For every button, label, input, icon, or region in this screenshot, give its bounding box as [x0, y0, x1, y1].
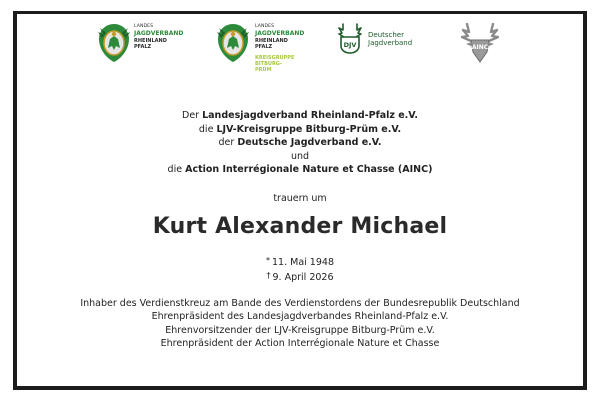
ljv-kreis-line1: LANDES: [255, 24, 275, 29]
organization-line-1: Der Landesjagdverband Rheinland-Pfalz e.V.: [182, 110, 418, 121]
ljv-kreis-group-line2: BITBURG-: [255, 61, 282, 67]
ljv-kreis-group-line1: KREISGRUPPE: [255, 55, 295, 61]
death-date: † 9. April 2026: [266, 271, 334, 283]
honor-line: Inhaber des Verdienstkreuz am Bande des Verdienstordens der Bundesrepublik Deutschland: [80, 298, 520, 309]
organization-djv: Deutsche Jagdverband e.V.: [237, 137, 382, 148]
ljv-kreis-group-line3: PRÜM: [255, 67, 272, 73]
ljv-emblem-icon: [96, 22, 132, 64]
deceased-name: Kurt Alexander Michael: [152, 214, 448, 239]
ainc-stag-icon: [457, 20, 503, 64]
ljv-kreis-line4: PFALZ: [255, 44, 273, 50]
cross-symbol: †: [266, 271, 271, 280]
mourning-text: trauern um: [273, 193, 327, 204]
ljv-logo-line1: LANDES: [134, 24, 154, 29]
ljv-kreis-line2: JAGDVERBAND: [255, 30, 305, 37]
ljv-kreisgruppe-logo: [215, 22, 305, 92]
honors-block: [0, 297, 600, 350]
life-dates: [0, 254, 600, 284]
organization-ainc: Action Interrégionale Nature et Chasse (AINC): [185, 164, 433, 175]
ljv-kreisgruppe-emblem-icon: [215, 22, 251, 64]
ljv-logo-line4: PFALZ: [134, 44, 152, 50]
ljv-kreis-line3: RHEINLAND: [255, 38, 288, 44]
djv-logo-line2: Jagdverband: [368, 39, 413, 47]
organization-line-2: die LJV-Kreisgruppe Bitburg-Prüm e.V.: [198, 123, 402, 135]
djv-badge-text: DJV: [343, 41, 357, 49]
ljv-logo-line2: JAGDVERBAND: [134, 30, 184, 37]
djv-antler-icon: [335, 22, 365, 54]
organization-line-3: der Deutsche Jagdverband e.V.: [218, 137, 382, 148]
birth-date: * 11. Mai 1948: [266, 256, 334, 268]
djv-logo-line1: Deutscher: [368, 31, 404, 39]
honor-line: Ehrenpräsident der Action Interrégionale Nature et Chasse: [160, 337, 440, 349]
djv-logo: [335, 22, 425, 56]
ainc-badge-text: AINC: [471, 44, 489, 51]
ljv-logo-line3: RHEINLAND: [134, 38, 167, 44]
honor-line: Ehrenpräsident des Landesjagdverbandes Rheinland-Pfalz e.V.: [151, 311, 449, 323]
ainc-logo: [457, 20, 503, 64]
organization-ljv: Landesjagdverband Rheinland-Pfalz e.V.: [202, 110, 418, 121]
organization-line-5: die Action Interrégionale Nature et Chasse (AINC): [167, 164, 433, 175]
organizations-block: [0, 109, 600, 177]
honor-line: Ehrenvorsitzender der LJV-Kreisgruppe Bitburg-Prüm e.V.: [165, 324, 435, 336]
birth-symbol: *: [266, 256, 270, 265]
organization-conjunction: und: [290, 150, 310, 162]
ljv-logo: [96, 22, 184, 64]
organization-kreisgruppe: LJV-Kreisgruppe Bitburg-Prüm e.V.: [216, 123, 402, 135]
